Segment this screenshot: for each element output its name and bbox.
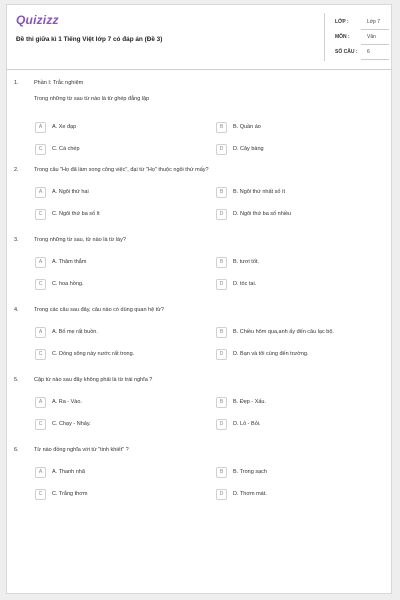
option-letter: A xyxy=(35,327,46,338)
question-number: 2. xyxy=(14,167,19,173)
option-text: C. Dòng sông này nước rất trong. xyxy=(52,351,135,357)
option-letter: A xyxy=(35,187,46,198)
option-text: C. Ngôi thứ ba số ít xyxy=(52,211,100,217)
meta-label: MÔN : xyxy=(335,34,350,40)
option-text: D. Lỏ - Bỏi. xyxy=(233,421,261,427)
question-text: Phần I: Trắc nghiệm xyxy=(34,80,84,86)
option-text: C. Chạy - Nhảy. xyxy=(52,421,91,427)
option-letter: B xyxy=(216,187,227,198)
meta-row-question-count xyxy=(329,46,389,61)
option-text: A. Bố mẹ rất buồn. xyxy=(52,329,98,335)
option-text: C. Cá chép xyxy=(52,146,80,152)
option-text: D. tóc tai. xyxy=(233,281,257,287)
option-text: A. Ra - Vào. xyxy=(52,399,82,405)
option-letter: C xyxy=(35,279,46,290)
meta-label: SỐ CÂU : xyxy=(335,49,358,55)
option-text: D. Thơm mát. xyxy=(233,491,267,497)
option-letter: D xyxy=(216,279,227,290)
option-letter: A xyxy=(35,122,46,133)
option-letter: D xyxy=(216,489,227,500)
option-letter: B xyxy=(216,467,227,478)
option-letter: D xyxy=(216,419,227,430)
option-letter: C xyxy=(35,419,46,430)
meta-row-subject xyxy=(329,31,389,46)
option-text: D. Cây bàng xyxy=(233,146,264,152)
option-text: A. Thăm thẳm xyxy=(52,259,87,265)
worksheet-header xyxy=(7,5,391,70)
question-number: 1. xyxy=(14,80,19,86)
option-letter: B xyxy=(216,257,227,268)
quizizz-logo: Quizizz xyxy=(16,13,59,27)
option-text: A. Xe đạp xyxy=(52,124,77,130)
option-letter: D xyxy=(216,209,227,220)
meta-underline xyxy=(361,44,389,45)
option-text: B. Ngôi thứ nhất số ít xyxy=(233,189,285,195)
option-letter: C xyxy=(35,349,46,360)
worksheet-title: Đề thi giữa kì 1 Tiếng Việt lớp 7 có đáp án (Đề 3) xyxy=(16,36,163,43)
option-text: C. hoa hồng. xyxy=(52,281,84,287)
option-text: A. Thanh nhã xyxy=(52,469,85,475)
question-text: Trong các câu sau đây, câu nào có dùng quan hệ từ? xyxy=(34,307,164,313)
header-divider xyxy=(324,13,325,61)
question-number: 3. xyxy=(14,237,19,243)
option-text: B. tươi tốt. xyxy=(233,259,259,265)
option-text: B. Quần áo xyxy=(233,124,261,130)
option-text: B. Chiều hôm qua,anh ấy đến câu lạc bộ. xyxy=(233,329,334,335)
worksheet-page xyxy=(6,4,392,594)
question-text: Cặp từ nào sau đây không phải là từ trái nghĩa ? xyxy=(34,377,153,383)
option-text: D. Bạn và tôi cùng đến trường. xyxy=(233,351,309,357)
meta-value: Lớp 7 xyxy=(367,19,381,25)
option-text: B. Đẹp - Xấu. xyxy=(233,399,267,405)
meta-underline xyxy=(361,29,389,30)
option-letter: A xyxy=(35,467,46,478)
option-text: D. Ngôi thứ ba số nhiều xyxy=(233,211,292,217)
meta-value: 6 xyxy=(367,49,370,55)
option-text: B. Trong sạch xyxy=(233,469,267,475)
option-letter: B xyxy=(216,327,227,338)
question-text: Từ nào đồng nghĩa với từ "tinh khiết" ? xyxy=(34,447,129,453)
option-letter: B xyxy=(216,122,227,133)
option-letter: D xyxy=(216,144,227,155)
question-subtext: Trong những từ sau từ nào là từ ghép đẳng lập xyxy=(34,96,150,102)
worksheet-meta xyxy=(329,16,389,61)
meta-value: Văn xyxy=(367,34,376,40)
option-text: A. Ngôi thứ hai xyxy=(52,189,89,195)
meta-underline xyxy=(361,59,389,60)
meta-label: LỚP : xyxy=(335,19,349,25)
question-number: 6. xyxy=(14,447,19,453)
option-letter: C xyxy=(35,489,46,500)
option-text: C. Trắng thơm xyxy=(52,491,88,497)
meta-row-grade xyxy=(329,16,389,31)
option-letter: A xyxy=(35,397,46,408)
option-letter: A xyxy=(35,257,46,268)
option-letter: C xyxy=(35,144,46,155)
option-letter: C xyxy=(35,209,46,220)
question-text: Trong câu "Họ đã làm xong công việc", đại từ "Họ" thuộc ngôi thứ mấy? xyxy=(34,167,209,173)
question-text: Trong những từ sau, từ nào là từ láy? xyxy=(34,237,126,243)
option-letter: B xyxy=(216,397,227,408)
option-letter: D xyxy=(216,349,227,360)
question-number: 5. xyxy=(14,377,19,383)
question-number: 4. xyxy=(14,307,19,313)
